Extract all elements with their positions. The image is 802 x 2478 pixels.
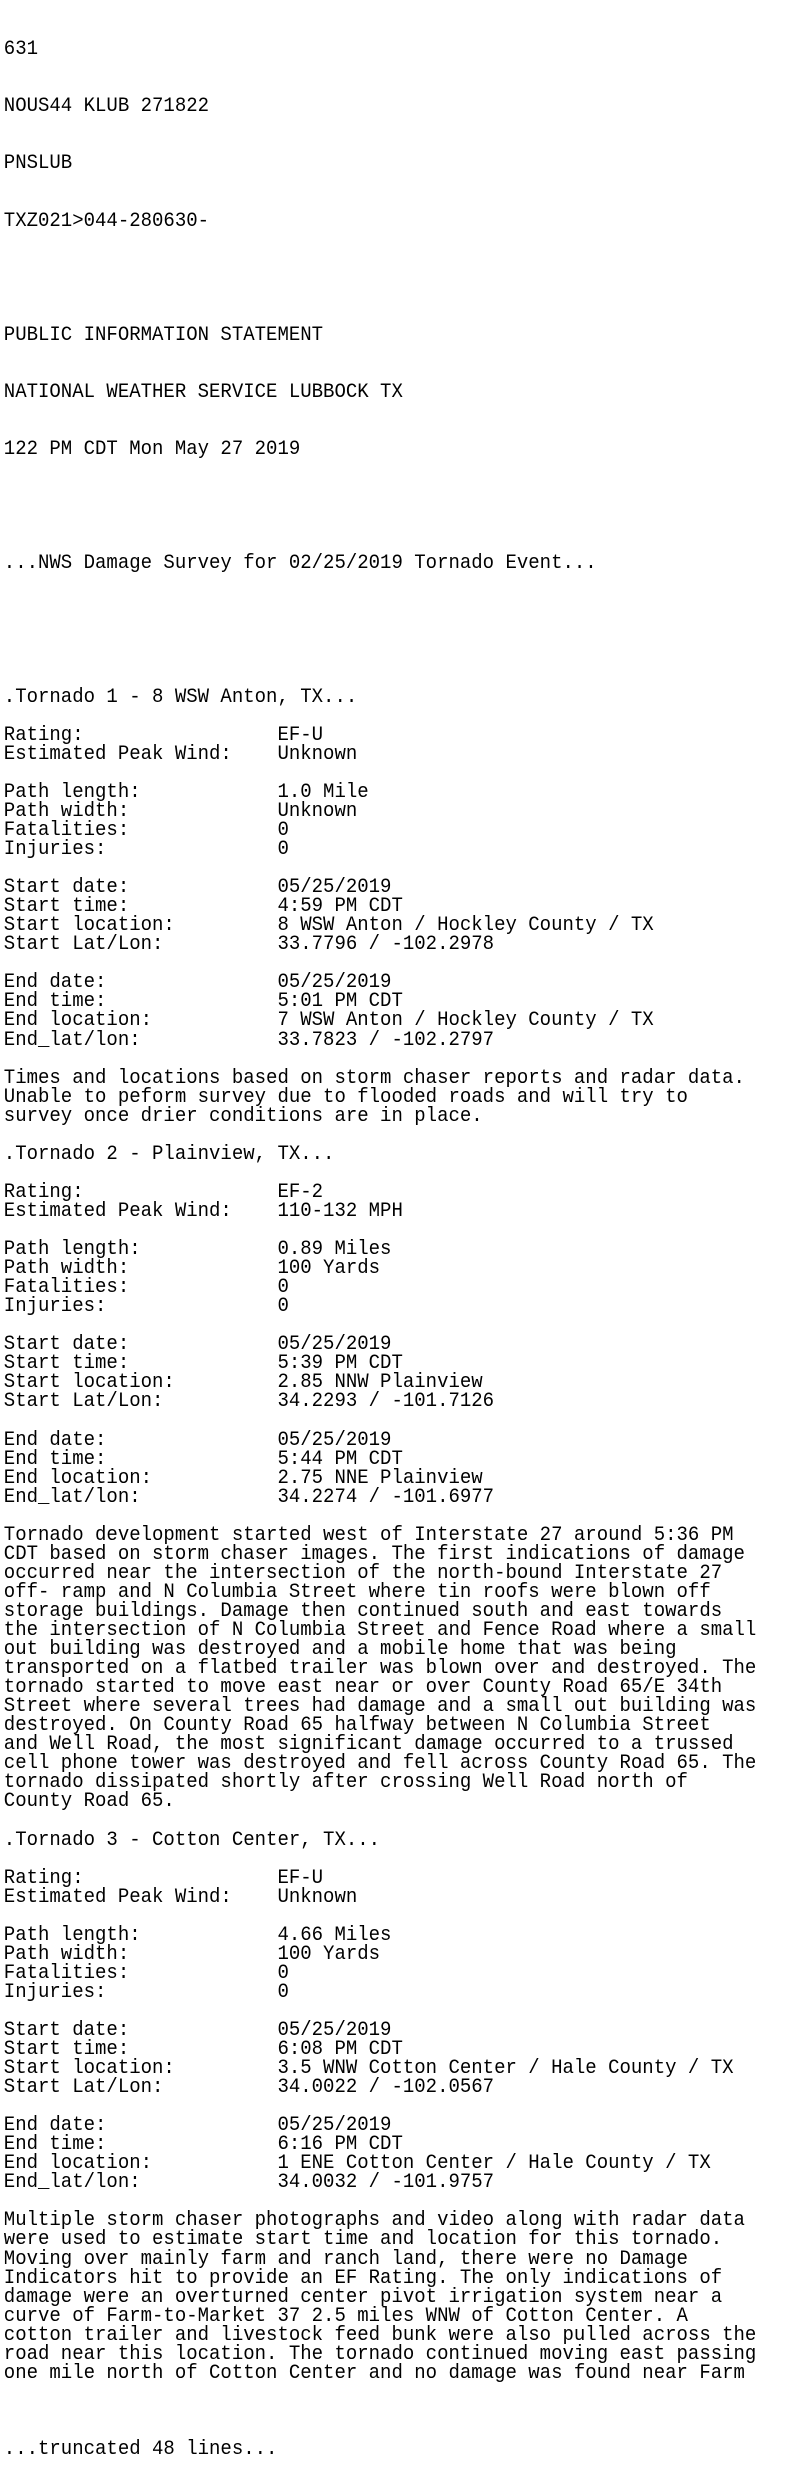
tornado-heading: .Tornado 2 - Plainview, TX... xyxy=(3,1142,335,1166)
truncation-note: ...truncated 48 lines... xyxy=(3,2438,278,2461)
statement-office: NATIONAL WEATHER SERVICE LUBBOCK TX xyxy=(3,380,403,404)
blank-line xyxy=(4,1850,762,1869)
narrative-line: storage buildings. Damage then continued south and east towards xyxy=(3,1599,723,1623)
header-line: NOUS44 KLUB 271822 xyxy=(3,95,210,119)
narrative-line: curve of Farm-to-Market 37 2.5 miles WNW of Cotton Center. A xyxy=(3,2304,688,2328)
narrative-line: Moving over mainly farm and ranch land, there were no Damage xyxy=(3,2247,688,2271)
path-width-row: Path width: 100 Yards xyxy=(3,1942,381,1966)
blank-line xyxy=(4,497,762,516)
tornado-section xyxy=(3,1142,762,1831)
blank-line xyxy=(4,269,762,288)
start-location-row: Start location: 8 WSW Anton / Hockley County / TX xyxy=(3,914,654,938)
narrative-line: Tornado development started west of Interstate 27 around 5:36 PM xyxy=(3,1523,734,1547)
start-latlon-row: Start Lat/Lon: 34.0022 / -102.0567 xyxy=(3,2076,495,2100)
narrative-line: CDT based on storm chaser images. The first indications of damage xyxy=(3,1542,745,1566)
end-location-row: End location: 2.75 NNE Plainview xyxy=(3,1466,483,1490)
start-time-row: Start time: 4:59 PM CDT xyxy=(3,895,403,919)
blank-line xyxy=(4,2192,762,2211)
path-length-row: Path length: 4.66 Miles xyxy=(3,1923,392,1947)
peak-wind-row: Estimated Peak Wind: Unknown xyxy=(3,742,358,766)
narrative-line: the intersection of N Columbia Street and Fence Road where a small xyxy=(3,1618,757,1642)
end-latlon-row: End_lat/lon: 34.0032 / -101.9757 xyxy=(3,2171,495,2195)
narrative-line: off- ramp and N Columbia Street where tin roofs were blown off xyxy=(3,1580,711,1604)
narrative-line: and Well Road, the most significant damage occurred to a trussed xyxy=(3,1733,734,1757)
injuries-row: Injuries: 0 xyxy=(3,1980,289,2004)
path-width-row: Path width: Unknown xyxy=(3,799,358,823)
statement-issued: 122 PM CDT Mon May 27 2019 xyxy=(3,438,301,462)
start-date-row: Start date: 05/25/2019 xyxy=(3,1333,392,1357)
end-time-row: End time: 6:16 PM CDT xyxy=(3,2133,403,2157)
tornado-sections xyxy=(3,685,762,2385)
tornado-section xyxy=(3,685,762,1145)
start-location-row: Start location: 2.85 NNW Plainview xyxy=(3,1371,483,1395)
narrative-line: Unable to peform survey due to flooded roads and will try to xyxy=(3,1085,688,1109)
narrative-line: transported on a flatbed trailer was blown over and destroyed. The xyxy=(3,1657,757,1681)
narrative-line: cell phone tower was destroyed and fell across County Road 65. The xyxy=(3,1752,757,1776)
narrative-line: cotton trailer and livestock feed bunk were also pulled across the xyxy=(3,2323,757,2347)
end-date-row: End date: 05/25/2019 xyxy=(3,1428,392,1452)
narrative-line: tornado dissipated shortly after crossing Well Road north of xyxy=(3,1771,688,1795)
statement-title: PUBLIC INFORMATION STATEMENT xyxy=(3,323,324,347)
fatalities-row: Fatalities: 0 xyxy=(3,1276,289,1300)
tornado-heading: .Tornado 1 - 8 WSW Anton, TX... xyxy=(3,685,358,709)
start-latlon-row: Start Lat/Lon: 33.7796 / -102.2978 xyxy=(3,933,495,957)
narrative-line: occurred near the intersection of the north-bound Interstate 27 xyxy=(3,1561,723,1585)
event-headline: ...NWS Damage Survey for 02/25/2019 Tornado Event... xyxy=(3,552,597,576)
blank-line xyxy=(4,2097,762,2116)
end-location-row: End location: 7 WSW Anton / Hockley County / TX xyxy=(3,1009,654,1033)
path-length-row: Path length: 0.89 Miles xyxy=(3,1238,392,1262)
blank-line xyxy=(4,707,762,726)
end-location-row: End location: 1 ENE Cotton Center / Hale County / TX xyxy=(3,2152,711,2176)
blank-line xyxy=(4,1507,762,1526)
narrative-line: Indicators hit to provide an EF Rating. The only indications of xyxy=(3,2266,723,2290)
path-width-row: Path width: 100 Yards xyxy=(3,1257,381,1281)
narrative-line: were used to estimate start time and location for this tornado. xyxy=(3,2228,723,2252)
header-line: TXZ021>044-280630- xyxy=(3,209,210,233)
tornado-heading: .Tornado 3 - Cotton Center, TX... xyxy=(3,1828,381,1852)
rating-row: Rating: EF-U xyxy=(3,723,324,747)
blank-line xyxy=(4,1050,762,1069)
narrative-line: out building was destroyed and a mobile home that was being xyxy=(3,1638,677,1662)
narrative-line: tornado started to move east near or over County Road 65/E 34th xyxy=(3,1676,723,1700)
narrative-line: Times and locations based on storm chaser reports and radar data. xyxy=(3,1066,745,1090)
blank-line xyxy=(4,2002,762,2021)
fatalities-row: Fatalities: 0 xyxy=(3,819,289,843)
blank-line xyxy=(4,1907,762,1926)
narrative-line: County Road 65. xyxy=(3,1790,175,1814)
start-date-row: Start date: 05/25/2019 xyxy=(3,2018,392,2042)
start-location-row: Start location: 3.5 WNW Cotton Center / Hale County / TX xyxy=(3,2057,734,2081)
narrative-line: Multiple storm chaser photographs and video along with radar data xyxy=(3,2209,745,2233)
start-latlon-row: Start Lat/Lon: 34.2293 / -101.7126 xyxy=(3,1390,495,1414)
narrative-line: survey once drier conditions are in place. xyxy=(3,1104,483,1128)
rating-row: Rating: EF-2 xyxy=(3,1180,324,1204)
start-time-row: Start time: 5:39 PM CDT xyxy=(3,1352,403,1376)
blank-line xyxy=(4,1126,762,1145)
blank-line xyxy=(4,1811,762,1830)
start-date-row: Start date: 05/25/2019 xyxy=(3,876,392,900)
peak-wind-row: Estimated Peak Wind: Unknown xyxy=(3,1885,358,1909)
end-time-row: End time: 5:01 PM CDT xyxy=(3,990,403,1014)
narrative-line: damage were an overturned center pivot irrigation system near a xyxy=(3,2285,723,2309)
tornado-section xyxy=(3,1828,762,2385)
rating-row: Rating: EF-U xyxy=(3,1866,324,1890)
narrative-line: destroyed. On County Road 65 halfway between N Columbia Street xyxy=(3,1714,711,1738)
narrative-line: one mile north of Cotton Center and no damage was found near Farm xyxy=(3,2361,745,2385)
start-time-row: Start time: 6:08 PM CDT xyxy=(3,2038,403,2062)
path-length-row: Path length: 1.0 Mile xyxy=(3,780,369,804)
narrative-line: road near this location. The tornado continued moving east passing xyxy=(3,2342,757,2366)
blank-line xyxy=(4,612,762,631)
end-date-row: End date: 05/25/2019 xyxy=(3,2114,392,2138)
injuries-row: Injuries: 0 xyxy=(3,1295,289,1319)
fatalities-row: Fatalities: 0 xyxy=(3,1961,289,1985)
end-date-row: End date: 05/25/2019 xyxy=(3,971,392,995)
blank-line xyxy=(4,1411,762,1430)
end-latlon-row: End_lat/lon: 33.7823 / -102.2797 xyxy=(3,1028,495,1052)
end-latlon-row: End_lat/lon: 34.2274 / -101.6977 xyxy=(3,1485,495,1509)
header-line: 631 xyxy=(3,38,39,62)
peak-wind-row: Estimated Peak Wind: 110-132 MPH xyxy=(3,1199,403,1223)
narrative-line: Street where several trees had damage and a small out building was xyxy=(3,1695,757,1719)
injuries-row: Injuries: 0 xyxy=(3,838,289,862)
header-line: PNSLUB xyxy=(3,152,73,176)
end-time-row: End time: 5:44 PM CDT xyxy=(3,1447,403,1471)
